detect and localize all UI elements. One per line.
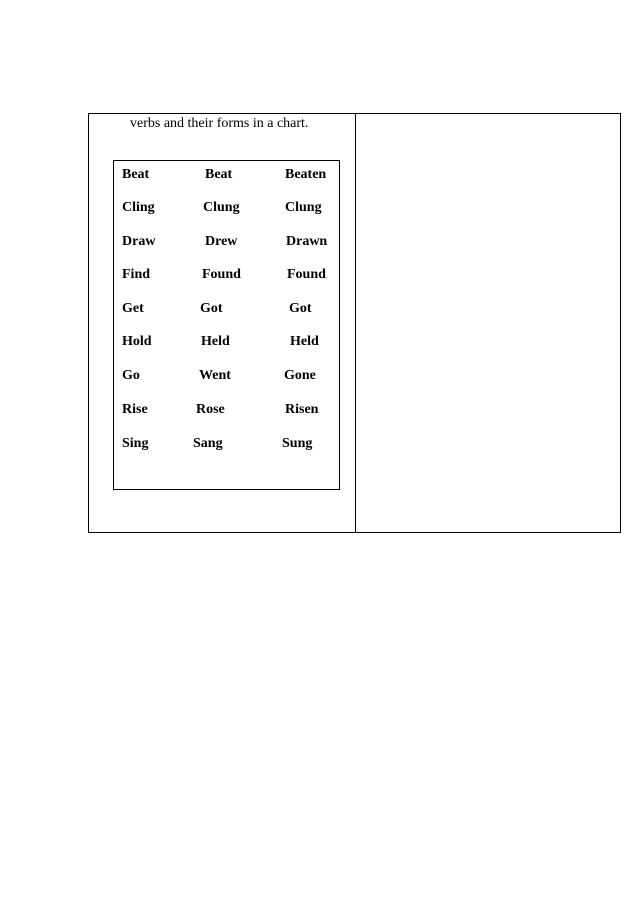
verb-forms-chart — [113, 160, 340, 490]
verb-row — [114, 165, 339, 185]
verb-past-form: Drew — [205, 234, 238, 249]
verb-participle-form: Held — [290, 334, 319, 349]
verb-row — [114, 400, 339, 420]
verb-row — [114, 265, 339, 285]
verb-past-form: Found — [202, 267, 241, 282]
verb-row — [114, 232, 339, 252]
verb-row — [114, 332, 339, 352]
verb-base-form: Hold — [122, 334, 152, 349]
verb-participle-form: Beaten — [285, 167, 327, 182]
verb-base-form: Cling — [122, 200, 155, 215]
verb-base-form: Sing — [122, 436, 149, 451]
verb-row — [114, 299, 339, 319]
verb-participle-form: Drawn — [286, 234, 328, 249]
verb-base-form: Rise — [122, 402, 148, 417]
verb-base-form: Beat — [122, 167, 150, 182]
column-divider — [355, 114, 356, 532]
intro-text: verbs and their forms in a chart. — [130, 116, 309, 131]
verb-base-form: Go — [122, 368, 140, 383]
verb-participle-form: Got — [289, 301, 312, 316]
verb-base-form: Draw — [122, 234, 156, 249]
verb-past-form: Sang — [193, 436, 223, 451]
verb-past-form: Clung — [203, 200, 240, 215]
verb-row — [114, 198, 339, 218]
verb-past-form: Got — [200, 301, 223, 316]
verb-participle-form: Risen — [285, 402, 319, 417]
verb-past-form: Went — [199, 368, 231, 383]
lesson-table — [88, 113, 621, 533]
verb-participle-form: Sung — [282, 436, 313, 451]
verb-past-form: Beat — [205, 167, 233, 182]
verb-participle-form: Clung — [285, 200, 322, 215]
verb-row — [114, 434, 339, 454]
verb-participle-form: Gone — [284, 368, 316, 383]
verb-past-form: Held — [201, 334, 230, 349]
verb-base-form: Get — [122, 301, 144, 316]
verb-past-form: Rose — [196, 402, 225, 417]
verb-base-form: Find — [122, 267, 151, 282]
verb-participle-form: Found — [287, 267, 326, 282]
verb-row — [114, 366, 339, 386]
